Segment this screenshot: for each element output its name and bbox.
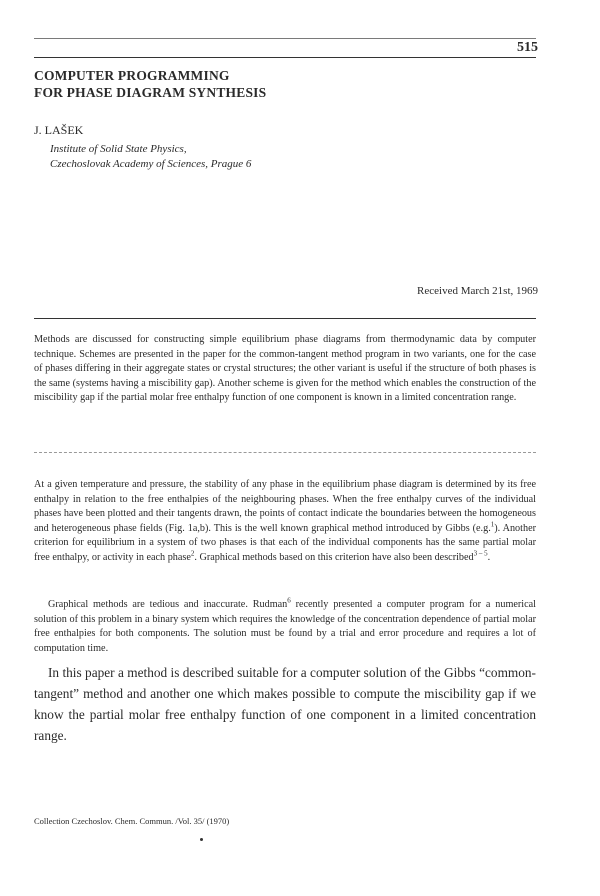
affiliation-line-1: Institute of Solid State Physics, — [50, 143, 187, 155]
reference: 1 — [490, 520, 495, 529]
header-rule-top — [34, 38, 536, 39]
abstract-divider — [34, 452, 536, 453]
article-title — [34, 67, 266, 101]
received-date: Received March 21st, 1969 — [417, 285, 538, 297]
title-line-1: COMPUTER PROGRAMMING — [34, 68, 230, 83]
page-mark — [200, 838, 203, 841]
body-text: ). Another criterion for equilibrium in a system of two phases is that each of the individual components has the same partial molar free enthalpy, or activity in each phase — [34, 522, 536, 563]
body-paragraph-2 — [34, 598, 536, 656]
body-text: recently presented a computer program for a numerical solution of this problem in a binary system which requires the knowledge of the concentration dependence of partial molar free enthalpies for both components. The solution must be found by a trial and error procedure and requires a lot of computation time. — [34, 599, 536, 654]
abstract: Methods are discussed for constructing simple equilibrium phase diagrams from thermodynamic data by computer technique. Schemes are presented in the paper for the common-tangent method program in two variants, one for the case of phases differing in their aggregate states or crystal structures; the other variant is useful if the structure of both phases is the same (systems having a miscibility gap). Another scheme is given for the method which enables the construction of the miscibility gap if the partial molar free enthalpy function of one component is known in a limited concentration range. — [34, 334, 536, 404]
body-text: Graphical methods are tedious and inaccurate. Rudman — [48, 599, 288, 610]
journal-footer: Collection Czechoslov. Chem. Commun. /Vol. 35/ (1970) — [34, 816, 230, 826]
body-text: . Graphical methods based on this criterion have also been described — [194, 551, 474, 563]
body-text: . — [487, 551, 491, 563]
reference: 6 — [287, 596, 291, 605]
title-line-2: FOR PHASE DIAGRAM SYNTHESIS — [34, 85, 267, 100]
header-rule — [34, 57, 536, 58]
reference: 2 — [190, 549, 195, 558]
body-paragraph-3: In this paper a method is described suitable for a computer solution of the Gibbs “common-tangent” method and another one which makes possible to compute the miscibility gap if we know the partial molar free enthalpy function of one component in a limited concentration range. — [34, 665, 536, 743]
body-text: At a given temperature and pressure, the stability of any phase in the equilibrium phase diagram is determined by its free enthalpy in relation to the free enthalpies of the neighbouring phases. When the free enthalpy curves of the individual phases have been plotted and their tangents drawn, the points of contact indicate the boundaries between the homogeneous and heterogeneous phase fields (Fig. 1a,b). This is the well known graphical method introduced by Gibbs (e.g. — [34, 479, 536, 534]
author-name: J. LAŠEK — [34, 123, 84, 137]
body-paragraph-1 — [34, 478, 536, 566]
affiliation — [50, 142, 251, 172]
affiliation-line-2: Czechoslovak Academy of Sciences, Prague 6 — [50, 158, 252, 170]
reference: 3 – 5 — [473, 549, 488, 558]
abstract-rule — [34, 318, 536, 319]
page-number: 515 — [517, 40, 538, 55]
